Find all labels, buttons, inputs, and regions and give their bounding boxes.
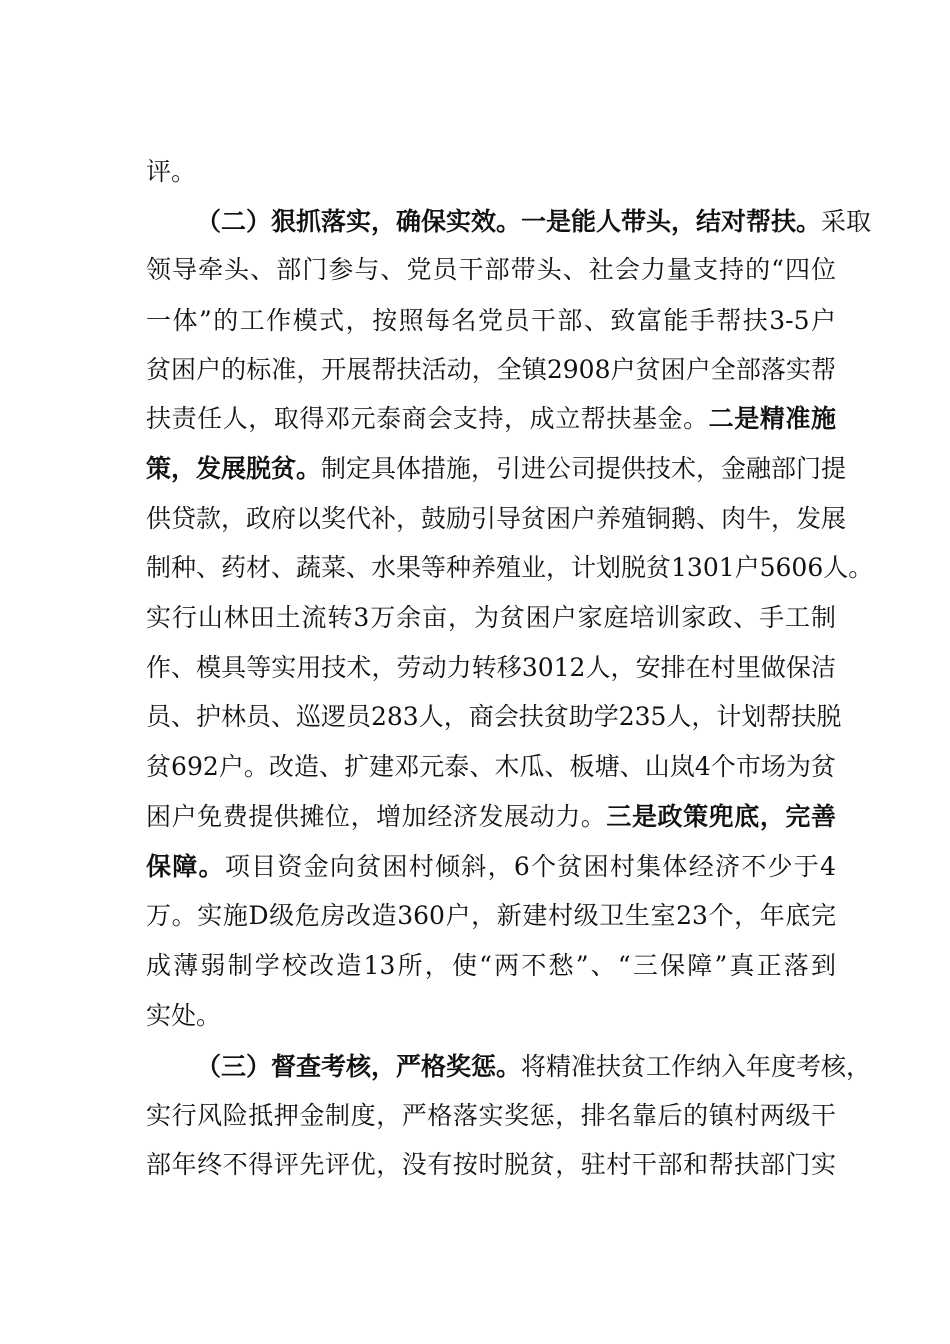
paragraph-line: [146, 643, 836, 693]
line-text: 一体”的工作模式，按照每名党员干部、致富能手帮扶3-5户: [146, 306, 836, 335]
bold-point-heading: 三是政策兜底，完善: [606, 802, 836, 831]
line-text: 扶责任人，取得邓元泰商会支持，成立帮扶基金。: [146, 404, 709, 433]
bold-point-heading: 策，发展脱贫。: [146, 454, 322, 483]
section-heading: （三）督查考核，严格奖惩。: [196, 1052, 522, 1081]
line-text: 采取: [821, 207, 872, 236]
bold-point-heading: 二是精准施: [708, 404, 836, 433]
section-heading-line: [196, 197, 872, 247]
line-text: 实行山林田土流转3万余亩，为贫困户家庭培训家政、手工制: [146, 603, 836, 632]
paragraph-line: [146, 296, 836, 346]
section-heading: （二）狠抓落实，确保实效。一是能人带头，结对帮扶。: [196, 207, 822, 236]
paragraph-line: [146, 543, 874, 593]
line-text: 评。: [146, 157, 197, 186]
paragraph-line: [146, 1091, 836, 1141]
paragraph-line: [146, 842, 836, 892]
paragraph-line: [146, 692, 842, 742]
paragraph-line: [146, 245, 836, 295]
section-heading-line: [196, 1042, 872, 1092]
paragraph-line: [146, 742, 836, 792]
paragraph-line: [146, 593, 836, 643]
paragraph-line: [146, 494, 847, 544]
line-text: 困户免费提供摊位，增加经济发展动力。: [146, 802, 607, 831]
paragraph-line: [146, 444, 847, 494]
line-text: 项目资金向贫困村倾斜，6个贫困村集体经济不少于4: [224, 852, 836, 881]
line-text: 部年终不得评先评优，没有按时脱贫，驻村干部和帮扶部门实: [146, 1150, 836, 1179]
line-text: 供贷款，政府以奖代补，鼓励引导贫困户养殖铜鹅、肉牛，发展: [146, 504, 847, 533]
line-text: 贫692户。改造、扩建邓元泰、木瓜、板塘、山岚4个市场为贫: [146, 752, 836, 781]
line-text: 制定具体措施，引进公司提供技术，金融部门提: [321, 454, 847, 483]
line-text: 成薄弱制学校改造13所，使“两不愁”、“三保障”真正落到: [146, 951, 836, 980]
line-text: 贫困户的标准，开展帮扶活动，全镇2908户贫困户全部落实帮: [146, 355, 836, 384]
line-text: 万。实施D级危房改造360户，新建村级卫生室23个，年底完: [146, 901, 836, 930]
line-text: 员、护林员、巡逻员283人，商会扶贫助学235人，计划帮扶脱: [146, 702, 842, 731]
bold-point-heading: 保障。: [146, 852, 225, 881]
line-text: 作、模具等实用技术，劳动力转移3012人，安排在村里做保洁: [146, 653, 836, 682]
paragraph-line: [146, 1140, 836, 1190]
line-text: 领导牵头、部门参与、党员干部带头、社会力量支持的“四位: [146, 255, 836, 284]
paragraph-line: [146, 792, 836, 842]
line-text: 将精准扶贫工作纳入年度考核，: [521, 1052, 872, 1081]
paragraph-line: [146, 345, 836, 395]
paragraph-line: [146, 394, 836, 444]
line-text: 实行风险抵押金制度，严格落实奖惩，排名靠后的镇村两级干: [146, 1101, 836, 1130]
paragraph-line: [146, 147, 836, 197]
paragraph-line: [146, 991, 836, 1041]
line-text: 制种、药材、蔬菜、水果等种养殖业，计划脱贫1301户5606人。: [146, 553, 874, 582]
line-text: 实处。: [146, 1001, 222, 1030]
paragraph-line: [146, 941, 836, 991]
paragraph-line: [146, 891, 836, 941]
